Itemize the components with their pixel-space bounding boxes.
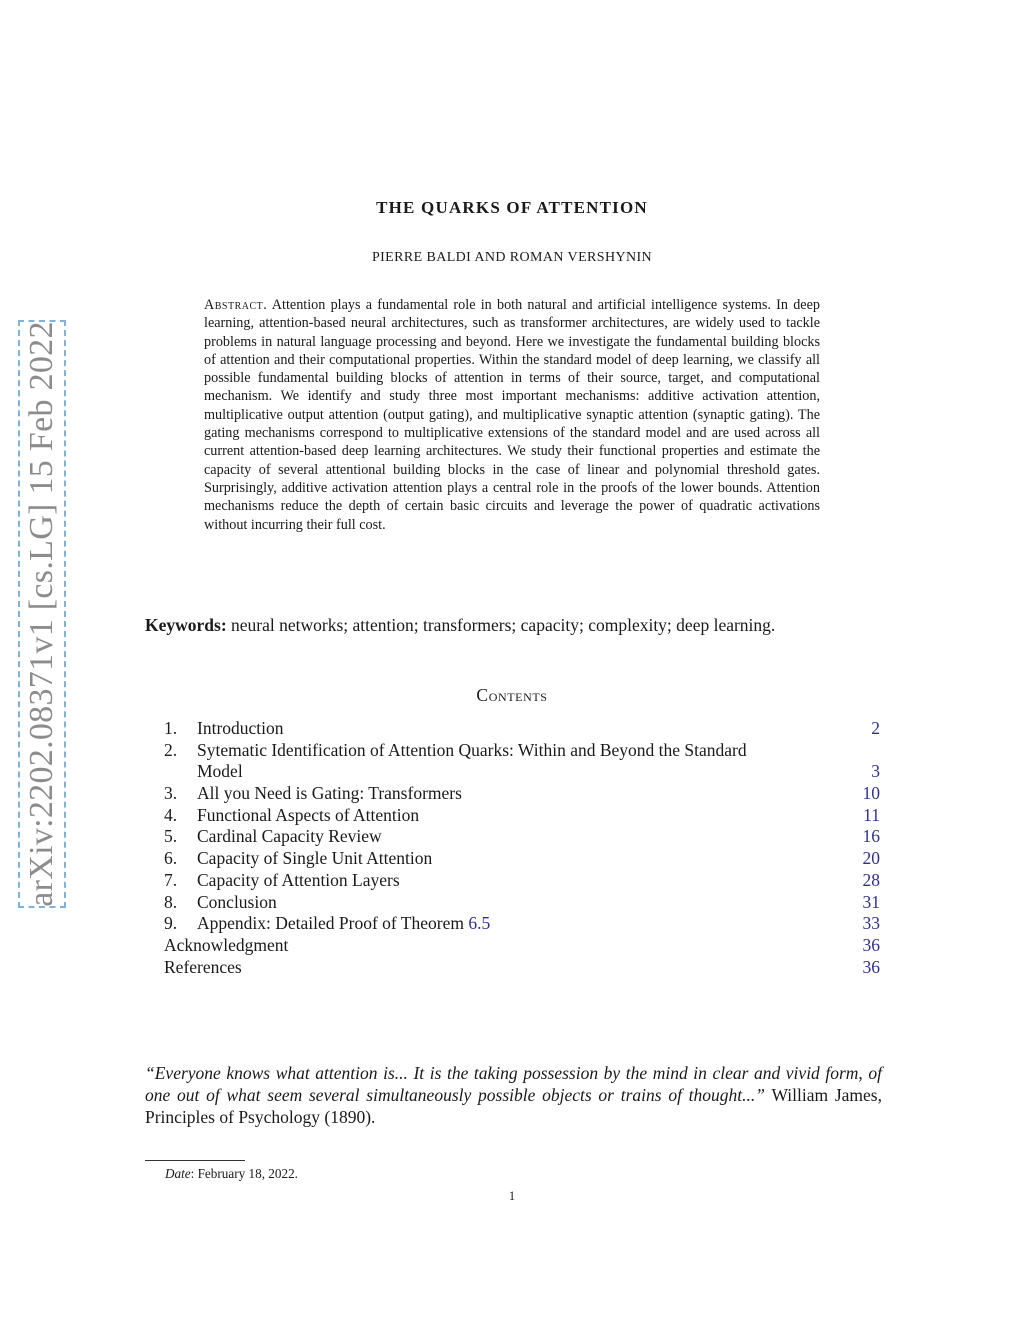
toc-number: 7. bbox=[164, 869, 178, 890]
toc-page-link[interactable]: 2 bbox=[871, 718, 880, 738]
date-footnote bbox=[165, 1166, 298, 1182]
toc-entry[interactable] bbox=[164, 913, 880, 935]
toc-page-link[interactable]: 10 bbox=[862, 783, 880, 804]
arxiv-side-stamp bbox=[18, 320, 66, 908]
toc-number: 6. bbox=[164, 848, 178, 869]
keywords-text: neural networks; attention; transformers; capacity; complexity; deep learning. bbox=[231, 615, 776, 635]
toc-page-link[interactable]: 33 bbox=[862, 913, 880, 934]
toc-title: Functional Aspects of Attention bbox=[197, 804, 420, 825]
toc-entry[interactable] bbox=[164, 783, 880, 805]
table-of-contents bbox=[164, 718, 880, 978]
theorem-reference-link[interactable]: 6.5 bbox=[468, 913, 491, 934]
toc-entry[interactable] bbox=[164, 740, 880, 762]
paper-title: THE QUARKS OF ATTENTION bbox=[376, 198, 648, 217]
page-number: 1 bbox=[508, 1189, 516, 1203]
toc-title: Capacity of Attention Layers bbox=[197, 869, 400, 890]
footnote-label: Date bbox=[165, 1166, 191, 1181]
toc-title-continuation: Model bbox=[197, 761, 243, 782]
abstract-label: Abstract. bbox=[204, 297, 268, 313]
quote-attribution: William James, Principles of Psychology (1890). bbox=[145, 1084, 882, 1127]
toc-title: Introduction bbox=[197, 718, 284, 738]
toc-number: 9. bbox=[164, 913, 178, 934]
toc-title: Sytematic Identification of Attention Quarks: Within and Beyond the Standard bbox=[197, 739, 747, 760]
toc-title: Acknowledgment bbox=[164, 934, 289, 955]
toc-entry-continuation[interactable] bbox=[164, 761, 880, 783]
footnote-text: : February 18, 2022. bbox=[190, 1166, 298, 1181]
footnote-divider bbox=[145, 1160, 245, 1161]
toc-entry[interactable] bbox=[164, 957, 880, 979]
toc-entry[interactable] bbox=[164, 935, 880, 957]
toc-entry[interactable] bbox=[164, 848, 880, 870]
toc-entry[interactable] bbox=[164, 870, 880, 892]
keywords-label: Keywords: bbox=[145, 615, 227, 635]
toc-number: 2. bbox=[164, 739, 178, 760]
toc-title: All you Need is Gating: Transformers bbox=[197, 783, 462, 804]
toc-page-link[interactable]: 28 bbox=[862, 869, 880, 890]
toc-number: 3. bbox=[164, 783, 178, 804]
toc-number: 4. bbox=[164, 804, 178, 825]
toc-entry[interactable] bbox=[164, 718, 880, 740]
arxiv-identifier: arXiv:2202.08371v1 [cs.LG] 15 Feb 2022 bbox=[23, 321, 60, 907]
quote-text: “Everyone knows what attention is... It is the taking possession by the mind in clear and vivid form, of one out of what seem several simultaneously possible objects or trains of thought...” bbox=[145, 1063, 882, 1105]
toc-page-link[interactable]: 31 bbox=[862, 891, 880, 912]
toc-number: 1. bbox=[164, 718, 178, 738]
toc-title-text: Appendix: Detailed Proof of Theorem bbox=[197, 913, 464, 934]
epigraph-quote bbox=[145, 1063, 882, 1128]
toc-page-link[interactable]: 3 bbox=[871, 761, 880, 782]
toc-title bbox=[197, 913, 490, 935]
keywords bbox=[145, 613, 885, 637]
contents-heading: Contents bbox=[476, 685, 548, 705]
toc-title: Conclusion bbox=[197, 891, 277, 912]
toc-entry[interactable] bbox=[164, 826, 880, 848]
toc-title: Capacity of Single Unit Attention bbox=[197, 848, 433, 869]
toc-number: 5. bbox=[164, 826, 178, 847]
abstract bbox=[204, 296, 820, 534]
toc-number: 8. bbox=[164, 891, 178, 912]
toc-page-link[interactable]: 20 bbox=[862, 848, 880, 869]
toc-title: References bbox=[164, 956, 242, 977]
paper-authors: PIERRE BALDI AND ROMAN VERSHYNIN bbox=[371, 250, 653, 265]
toc-page-link[interactable]: 11 bbox=[863, 804, 880, 825]
abstract-text: Attention plays a fundamental role in both natural and artificial intelligence systems. In deep learning, attention-based neural architectures, such as transformer architectures, are widely used to tackle problems in natural language processing and beyond. Here we investigate the fundamental building blocks of attention and their computational properties. Within the standard model of deep learning, we classify all possible fundamental building blocks of attention in terms of their source, target, and computational mechanism. We identify and study three most important mechanisms: additive activation attention, multiplicative output attention (output gating), and multiplicative synaptic attention (synaptic gating). The gating mechanisms correspond to multiplicative extensions of the standard model and are used across all current attention-based deep learning architectures. We study their functional properties and estimate the capacity of several attentional building blocks in the case of linear and polynomial threshold gates. Surprisingly, additive activation attention plays a central role in the proofs of the lower bounds. Attention mechanisms reduce the depth of certain basic circuits and leverage the power of quadratic activations without incurring their full cost. bbox=[204, 297, 820, 533]
toc-entry[interactable] bbox=[164, 892, 880, 914]
toc-entry[interactable] bbox=[164, 805, 880, 827]
toc-page-link[interactable]: 36 bbox=[862, 956, 880, 977]
toc-page-link[interactable]: 36 bbox=[862, 934, 880, 955]
toc-title: Cardinal Capacity Review bbox=[197, 826, 382, 847]
toc-page-link[interactable]: 16 bbox=[862, 826, 880, 847]
